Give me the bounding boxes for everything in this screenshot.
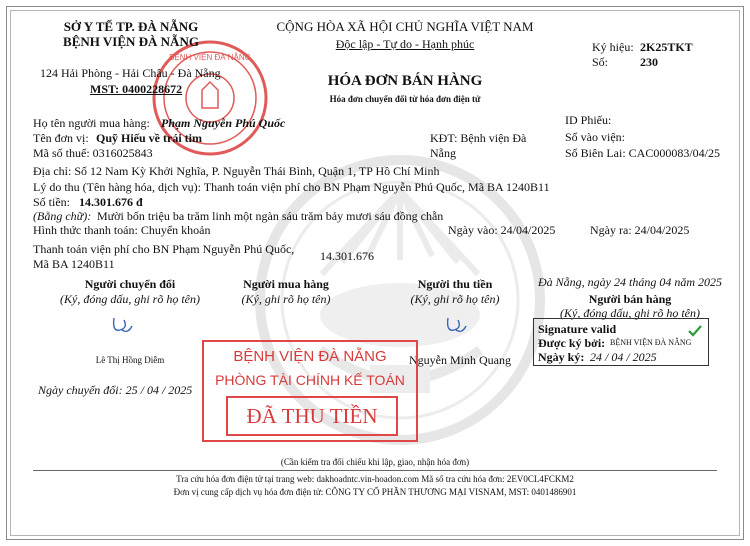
id-phieu: ID Phiếu:: [565, 113, 612, 127]
place-date: Đà Nẵng, ngày 24 tháng 04 năm 2025: [538, 275, 722, 289]
seller-tax-code: MST: 0400228672: [90, 82, 183, 96]
buyer-unit-value: Quỹ Hiếu về trái tim: [96, 131, 202, 145]
so-bien-lai: Số Biên Lai: CAC000083/04/25: [565, 146, 721, 160]
collector-signature-icon: [444, 312, 470, 338]
words-value: Mười bốn triệu ba trăm linh một ngàn sáu trăm bảy mươi sáu đồng chẵn: [97, 209, 444, 223]
converter-name: Lê Thị Hồng Diễm: [95, 355, 165, 365]
seal-text: BỆNH VIỆN ĐÀ NẴNG: [169, 53, 251, 62]
stamp-paid: ĐÃ THU TIỀN: [226, 396, 398, 436]
converter-title: Người chuyển đổi: [84, 277, 176, 291]
payment-method: Hình thức thanh toán: Chuyển khoản: [33, 223, 211, 237]
buyer-address: Địa chỉ: Số 12 Nam Kỳ Khởi Nghĩa, P. Nguyễn Thái Bình, Quận 1, TP Hồ Chí Minh: [33, 164, 440, 178]
signed-by-value: BỆNH VIỆN ĐÀ NẴNG: [610, 338, 692, 347]
invoice-subtitle: Hóa đơn chuyển đổi từ hóa đơn điện tử: [329, 94, 481, 104]
digital-signature-box: [533, 318, 709, 366]
item-desc-line-2: Mã BA 1240B11: [33, 257, 115, 271]
footer-check: (Cần kiểm tra đối chiếu khi lập, giao, nhận hóa đơn): [280, 457, 470, 467]
buyer-tax-code: Mã số thuế: 0316025843: [33, 146, 153, 160]
so-vao-vien: Số vào viện:: [565, 130, 625, 144]
number-label: Số:: [592, 55, 609, 69]
payment-reason: Lý do thu (Tên hàng hóa, dịch vụ): Thanh toán viện phí cho BN Phạm Nguyễn Phú Quốc, Mã BA 1240B11: [33, 180, 550, 194]
seller-name: BỆNH VIỆN ĐÀ NẴNG: [63, 34, 199, 49]
seller-sign-title: Người bán hàng: [588, 292, 672, 306]
national-motto: Độc lập - Tự do - Hạnh phúc: [335, 37, 475, 51]
signed-by-label: Được ký bởi:: [538, 336, 606, 350]
item-desc-line-1: Thanh toán viện phí cho BN Phạm Nguyễn Phú Quốc,: [33, 242, 295, 256]
national-title: CỘNG HÒA XÃ HỘI CHỦ NGHĨA VIỆT NAM: [276, 19, 534, 34]
amount-label: Số tiền:: [33, 195, 71, 209]
kdt-line-2: Nẵng: [430, 146, 456, 160]
buyer-name-value: Phạm Nguyễn Phú Quốc: [161, 116, 286, 130]
footer-divider: [33, 470, 717, 471]
sign-date-value: 24 / 04 / 2025: [590, 350, 657, 364]
date-in: Ngày vào: 24/04/2025: [448, 223, 556, 237]
symbol-value: 2K25TKT: [640, 40, 693, 54]
item-amount: 14.301.676: [320, 249, 374, 263]
buyer-unit-label: Tên đơn vị:: [33, 131, 89, 145]
check-icon: [686, 322, 704, 340]
buyer-sign-title: Người mua hàng: [243, 277, 329, 291]
paid-stamp: [202, 340, 418, 442]
kdt-line-1: KĐT: Bệnh viện Đà: [430, 131, 527, 145]
words-label: (Bằng chữ):: [33, 209, 92, 223]
invoice-title: HÓA ĐƠN BÁN HÀNG: [327, 73, 483, 89]
sign-date-label: Ngày ký:: [538, 350, 585, 364]
amount-value: 14.301.676 đ: [79, 195, 143, 209]
collector-name: Nguyễn Minh Quang: [409, 353, 511, 367]
date-out: Ngày ra: 24/04/2025: [590, 223, 690, 237]
seller-department: SỞ Y TẾ TP. ĐÀ NẴNG: [63, 19, 199, 34]
footer-provider: Đơn vị cung cấp dịch vụ hóa đơn điện tử: CÔNG TY CỔ PHẦN THƯƠNG MẠI VISNAM, MST: 0401486901: [173, 487, 577, 497]
stamp-department: PHÒNG TÀI CHÍNH KẾ TOÁN: [215, 372, 405, 388]
converter-note: (Ký, đóng dấu, ghi rõ họ tên): [60, 292, 200, 306]
convert-date: Ngày chuyển đổi: 25 / 04 / 2025: [38, 383, 193, 397]
stamp-hospital: BỆNH VIỆN ĐÀ NẴNG: [233, 348, 387, 365]
buyer-sign-note: (Ký, ghi rõ họ tên): [241, 292, 331, 306]
number-value: 230: [640, 55, 658, 69]
buyer-name-label: Họ tên người mua hàng:: [33, 116, 150, 130]
seller-sign-note: (Ký, đóng dấu, ghi rõ họ tên): [560, 306, 700, 320]
collector-title: Người thu tiền: [417, 277, 493, 291]
signature-valid: Signature valid: [538, 322, 617, 336]
footer-lookup: Tra cứu hóa đơn điện tử tại trang web: dakhoadntc.vin-hoadon.com Mã số tra cứu hóa đơn: 2EV0CL4FCKM2: [176, 474, 574, 484]
seller-address: 124 Hải Phòng - Hải Châu - Đà Nẵng: [40, 66, 221, 80]
converter-signature-icon: [110, 312, 136, 338]
collector-note: (Ký, ghi rõ họ tên): [410, 292, 500, 306]
symbol-label: Ký hiệu:: [592, 40, 634, 54]
